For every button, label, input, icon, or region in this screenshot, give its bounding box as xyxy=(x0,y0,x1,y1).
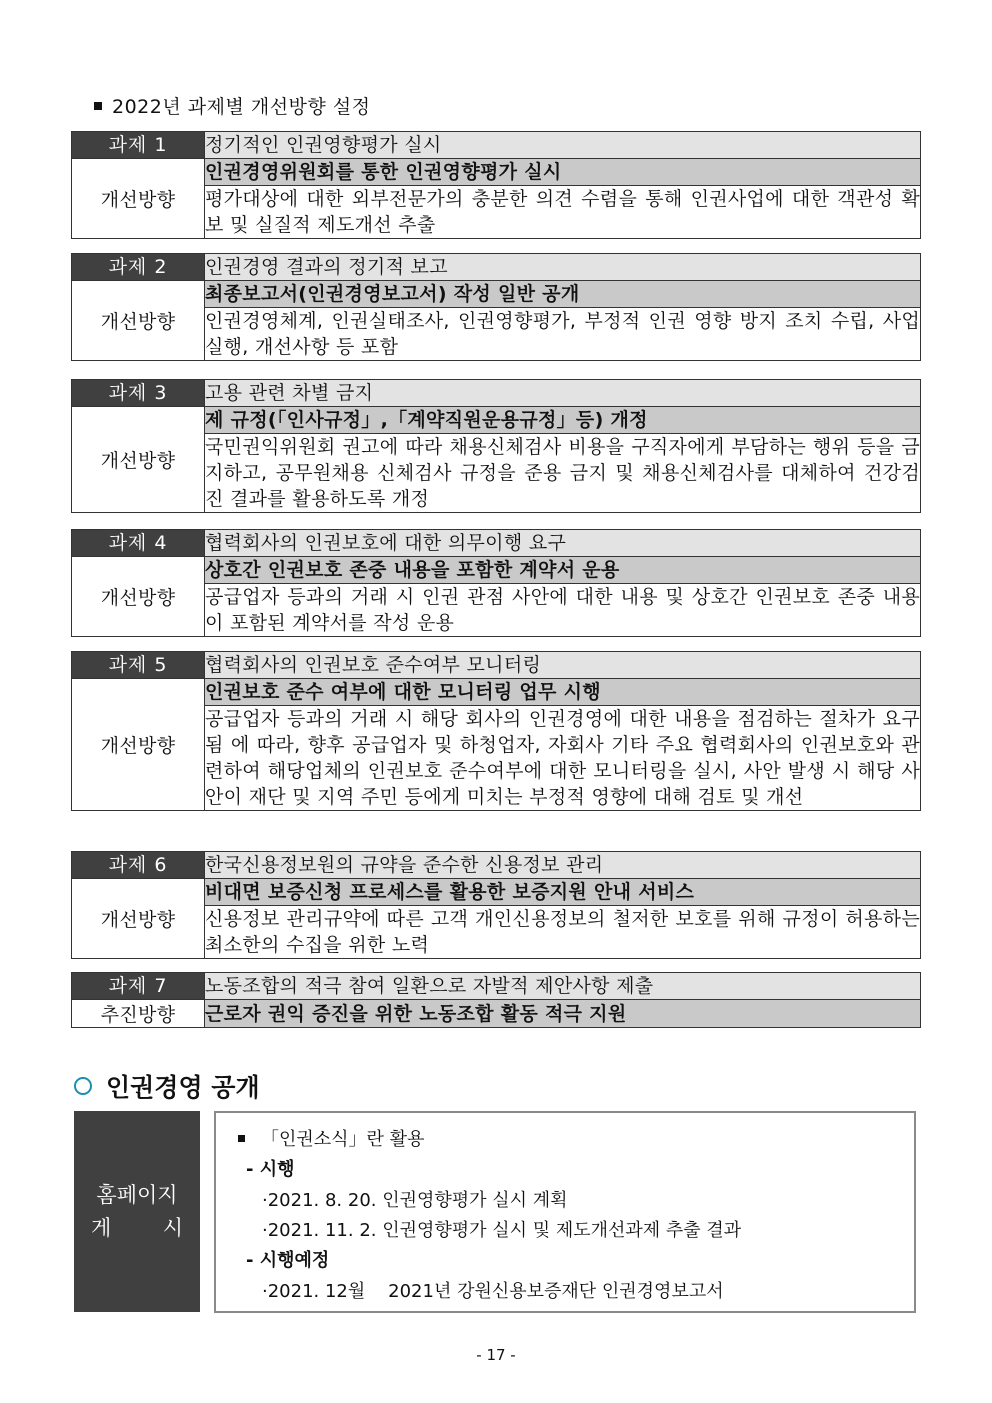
task-description: 인권경영체계, 인권실태조사, 인권영향평가, 부정적 인권 영향 방지 조치 수립, 사업실행, 개선사항 등 포함 xyxy=(205,308,921,361)
task-description: 신용정보 관리규약에 따른 고객 개인신용정보의 철저한 보호를 위해 규정이 허용하는 최소한의 수집을 위한 노력 xyxy=(205,906,921,959)
task-title: 협력회사의 인권보호 준수여부 모니터링 xyxy=(205,652,921,679)
homepage-posting-content xyxy=(214,1111,916,1313)
task-subtitle: 상호간 인권보호 존중 내용을 포함한 계약서 운용 xyxy=(205,557,921,584)
task-table-2 xyxy=(71,253,921,361)
task-side-label: 개선방향 xyxy=(72,281,205,361)
list-item: ·2021. 8. 20. 인권영향평가 실시 계획 xyxy=(262,1190,568,1211)
circle-bullet-icon xyxy=(74,1077,92,1095)
task-description: 공급업자 등과의 거래 시 인권 관점 사안에 대한 내용 및 상호간 인권보호 존중 내용이 포함된 계약서를 작성 운용 xyxy=(205,584,921,637)
task-title: 정기적인 인권영향평가 실시 xyxy=(205,132,921,159)
page-number: - 17 - xyxy=(476,1346,516,1364)
task-label: 과제 7 xyxy=(72,973,205,1000)
task-label: 과제 5 xyxy=(72,652,205,679)
square-bullet-icon xyxy=(94,102,102,110)
task-label: 과제 2 xyxy=(72,254,205,281)
group-title: - 시행예정 xyxy=(246,1250,330,1271)
section-heading: 2022년 과제별 개선방향 설정 xyxy=(94,92,371,119)
task-title: 한국신용정보원의 규약을 준수한 신용정보 관리 xyxy=(205,852,921,879)
task-subtitle: 최종보고서(인권경영보고서) 작성 일반 공개 xyxy=(205,281,921,308)
task-side-label: 개선방향 xyxy=(72,159,205,239)
disclosure-section-title: 인권경영 공개 xyxy=(74,1068,260,1104)
task-label: 과제 6 xyxy=(72,852,205,879)
task-table-5 xyxy=(71,651,921,811)
bullet-line: 「인권소식」란 활용 xyxy=(238,1125,424,1151)
task-table-1 xyxy=(71,131,921,239)
task-label: 과제 3 xyxy=(72,380,205,407)
task-subtitle: 비대면 보증신청 프로세스를 활용한 보증지원 안내 서비스 xyxy=(205,879,921,906)
task-subtitle: 인권경영위원회를 통한 인권영향평가 실시 xyxy=(205,159,921,186)
square-bullet-icon xyxy=(238,1135,245,1142)
task-side-label: 추진방향 xyxy=(72,1000,205,1028)
list-item: ·2021. 12월 2021년 강원신용보증재단 인권경영보고서 xyxy=(262,1281,724,1302)
task-side-label: 개선방향 xyxy=(72,879,205,959)
task-title: 인권경영 결과의 정기적 보고 xyxy=(205,254,921,281)
task-table-6 xyxy=(71,851,921,959)
task-table-7 xyxy=(71,972,921,1028)
task-label: 과제 4 xyxy=(72,530,205,557)
task-table-3 xyxy=(71,379,921,513)
homepage-posting-label: 홈페이지 게 시 xyxy=(74,1111,200,1312)
task-description: 평가대상에 대한 외부전문가의 충분한 의견 수렴을 통해 인권사업에 대한 객관성 확보 및 실질적 제도개선 추출 xyxy=(205,186,921,239)
task-side-label: 개선방향 xyxy=(72,407,205,513)
task-side-label: 개선방향 xyxy=(72,557,205,637)
task-label: 과제 1 xyxy=(72,132,205,159)
task-subtitle: 근로자 권익 증진을 위한 노동조합 활동 적극 지원 xyxy=(205,1000,921,1028)
task-subtitle: 제 규정(「인사규정」,「계약직원운용규정」등) 개정 xyxy=(205,407,921,434)
task-description: 국민권익위원회 권고에 따라 채용신체검사 비용을 구직자에게 부담하는 행위 등을 금지하고, 공무원채용 신체검사 규정을 준용 금지 및 채용신체검사를 대체하여 건강검진 결과를 활용하도록 개정 xyxy=(205,434,921,513)
task-table-4 xyxy=(71,529,921,637)
group-title: - 시행 xyxy=(246,1159,295,1180)
task-title: 고용 관련 차별 금지 xyxy=(205,380,921,407)
list-item: ·2021. 11. 2. 인권영향평가 실시 및 제도개선과제 추출 결과 xyxy=(262,1220,742,1241)
task-title: 노동조합의 적극 참여 일환으로 자발적 제안사항 제출 xyxy=(205,973,921,1000)
task-title: 협력회사의 인권보호에 대한 의무이행 요구 xyxy=(205,530,921,557)
task-description: 공급업자 등과의 거래 시 해당 회사의 인권경영에 대한 내용을 점검하는 절차가 요구 됨 에 따라, 향후 공급업자 및 하청업자, 자회사 기타 주요 협력회사의 인권보호와 관련하여 해당업체의 인권보호 준수여부에 대한 모니터링을 실시, 사안 발생 시 해당 사안이 재단 및 지역 주민 등에게 미치는 부정적 영향에 대해 검토 및 개선 xyxy=(205,706,921,811)
task-side-label: 개선방향 xyxy=(72,679,205,811)
task-subtitle: 인권보호 준수 여부에 대한 모니터링 업무 시행 xyxy=(205,679,921,706)
